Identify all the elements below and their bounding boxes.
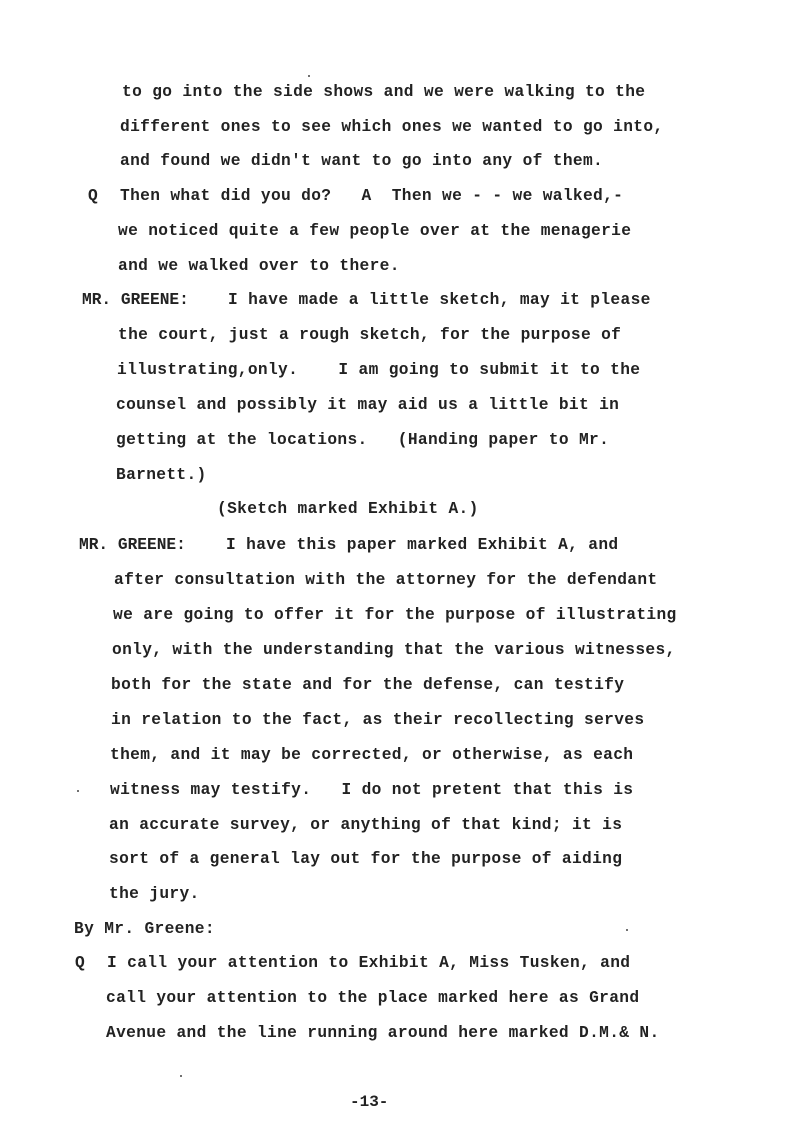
- text-line: illustrating,only. I am going to submit it to the: [117, 361, 641, 379]
- text-line: we noticed quite a few people over at the menagerie: [118, 222, 632, 240]
- text-line: Then what did you do? A Then we - - we walked,-: [120, 187, 624, 205]
- text-line: them, and it may be corrected, or otherwise, as each: [110, 746, 634, 764]
- scan-speck: [626, 929, 628, 931]
- text-line: Barnett.): [116, 466, 207, 484]
- text-line: getting at the locations. (Handing paper to Mr.: [116, 431, 610, 449]
- text-line: different ones to see which ones we wanted to go into,: [120, 118, 664, 136]
- examiner-heading: By Mr. Greene:: [74, 920, 215, 938]
- scan-speck: [77, 790, 79, 792]
- text-line: and found we didn't want to go into any of them.: [120, 152, 604, 170]
- scan-speck: [308, 75, 310, 77]
- text-line: I have this paper marked Exhibit A, and: [226, 536, 619, 554]
- speaker-label: MR. GREENE:: [82, 291, 189, 309]
- text-line: only, with the understanding that the various witnesses,: [112, 641, 676, 659]
- text-line: sort of a general lay out for the purpose of aiding: [109, 850, 623, 868]
- text-line: the jury.: [109, 885, 200, 903]
- page-number: -13-: [350, 1093, 389, 1111]
- question-marker: Q: [88, 187, 98, 205]
- text-line: the court, just a rough sketch, for the purpose of: [118, 326, 622, 344]
- text-line: Avenue and the line running around here marked D.M.& N.: [106, 1024, 660, 1042]
- speaker-label: MR. GREENE:: [79, 536, 186, 554]
- text-line: to go into the side shows and we were walking to the: [122, 83, 646, 101]
- text-line: counsel and possibly it may aid us a little bit in: [116, 396, 620, 414]
- scan-speck: [180, 1075, 182, 1077]
- text-line: call your attention to the place marked here as Grand: [106, 989, 640, 1007]
- text-line: after consultation with the attorney for the defendant: [114, 571, 658, 589]
- question-marker: Q: [75, 954, 85, 972]
- text-line: in relation to the fact, as their recollecting serves: [111, 711, 645, 729]
- text-line: we are going to offer it for the purpose of illustrating: [113, 606, 677, 624]
- text-line: I call your attention to Exhibit A, Miss Tusken, and: [107, 954, 631, 972]
- text-line: both for the state and for the defense, can testify: [111, 676, 625, 694]
- text-line: an accurate survey, or anything of that kind; it is: [109, 816, 623, 834]
- text-line: witness may testify. I do not pretent that this is: [110, 781, 634, 799]
- text-line: and we walked over to there.: [118, 257, 400, 275]
- parenthetical-note: (Sketch marked Exhibit A.): [217, 500, 479, 518]
- text-line: I have made a little sketch, may it please: [228, 291, 651, 309]
